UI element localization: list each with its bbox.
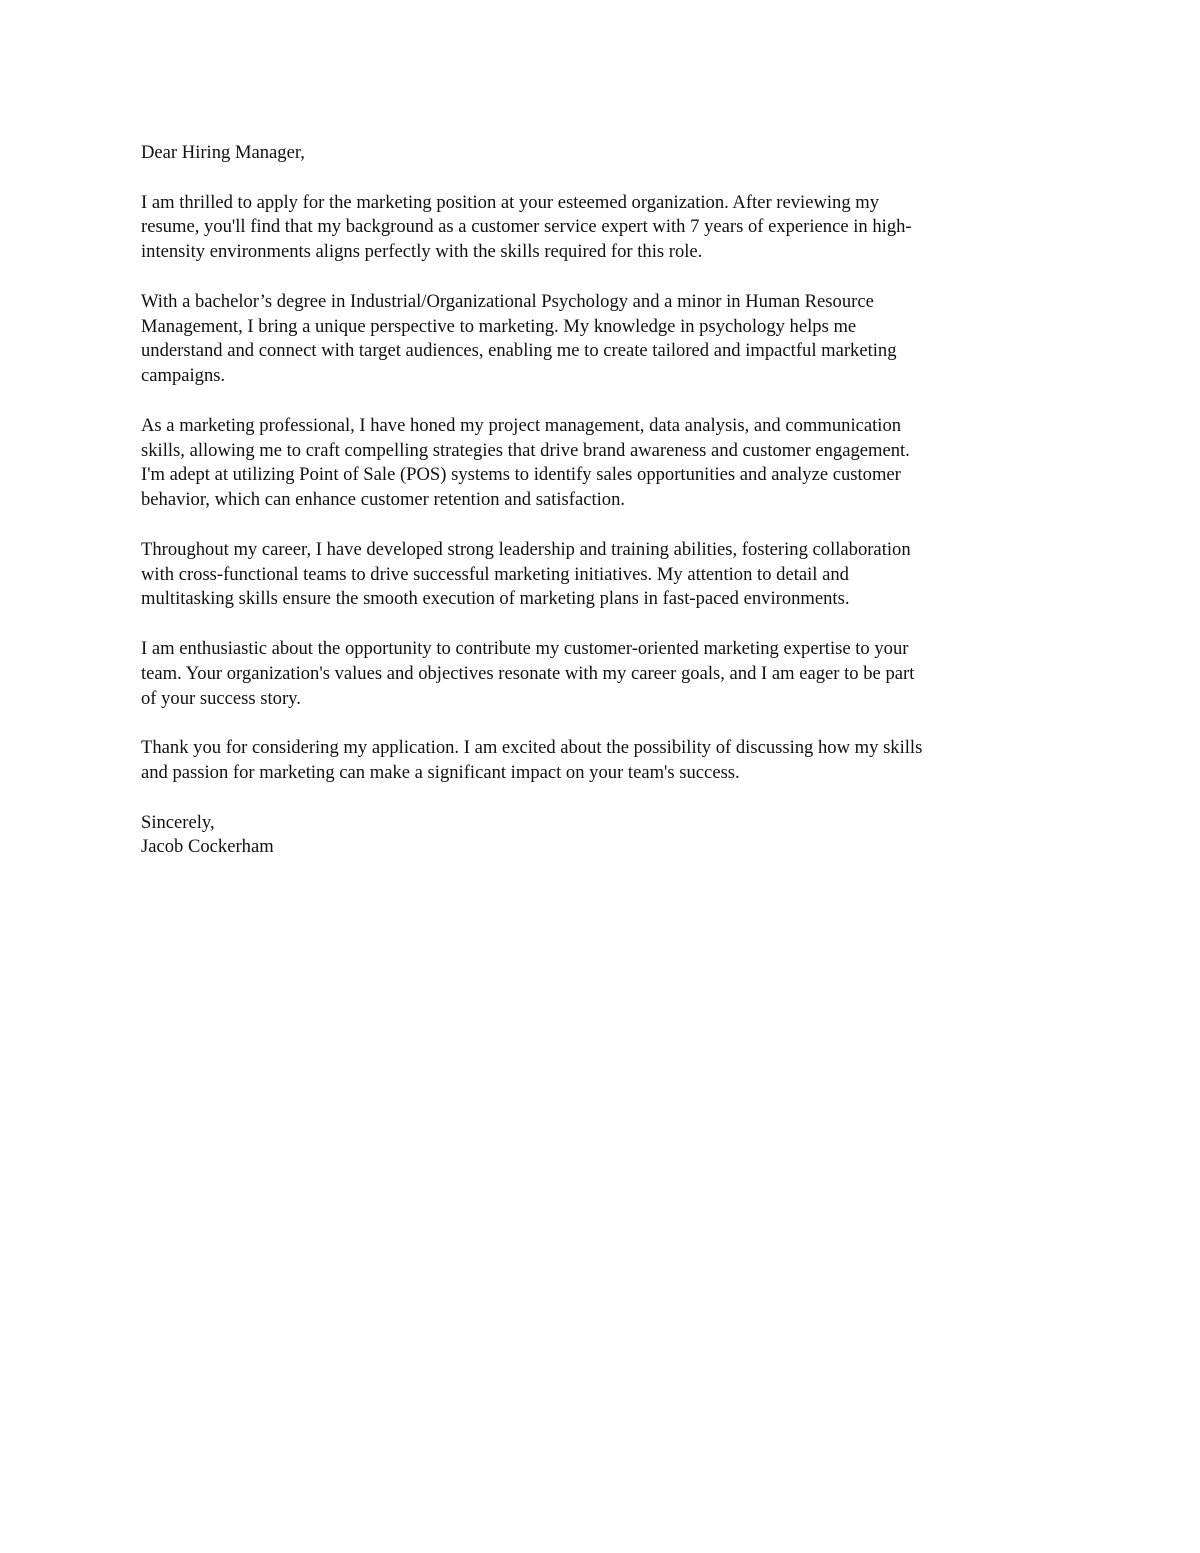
body-paragraph-2: With a bachelor’s degree in Industrial/Organizational Psychology and a minor in Human Resource Management, I bring a unique perspective to marketing. My knowledge in psychology helps me understand and connect with target audiences, enabling me to create tailored and impactful marketing campaigns.	[141, 290, 897, 387]
body-paragraph-5: I am enthusiastic about the opportunity to contribute my customer-oriented marketing expertise to your team. Your organization's values and objectives resonate with my career goals, and I am eager to be part of your success story.	[141, 637, 915, 709]
body-paragraph-1: I am thrilled to apply for the marketing position at your esteemed organization. After reviewing my resume, you'll find that my background as a customer service expert with 7 years of experience in high- intensity environments aligns perfectly with the skills required for this role.	[141, 191, 912, 263]
body-paragraph-3: As a marketing professional, I have honed my project management, data analysis, and communication skills, allowing me to craft compelling strategies that drive brand awareness and customer engagement. I'm adept at utilizing Point of Sale (POS) systems to identify sales opportunities and analyze customer behavior, which can enhance customer retention and satisfaction.	[141, 414, 910, 511]
closing: Sincerely,	[141, 811, 215, 833]
body-paragraph-6: Thank you for considering my application. I am excited about the possibility of discussing how my skills and passion for marketing can make a significant impact on your team's success.	[141, 737, 923, 783]
salutation: Dear Hiring Manager,	[141, 142, 305, 163]
cover-letter	[141, 141, 1061, 860]
body-paragraph-4: Throughout my career, I have developed strong leadership and training abilities, fostering collaboration with cross-functional teams to drive successful marketing initiatives. My attention to detail and multitasking skills ensure the smooth execution of marketing plans in fast-paced environments.	[141, 538, 911, 610]
signature-name: Jacob Cockerham	[141, 836, 274, 858]
